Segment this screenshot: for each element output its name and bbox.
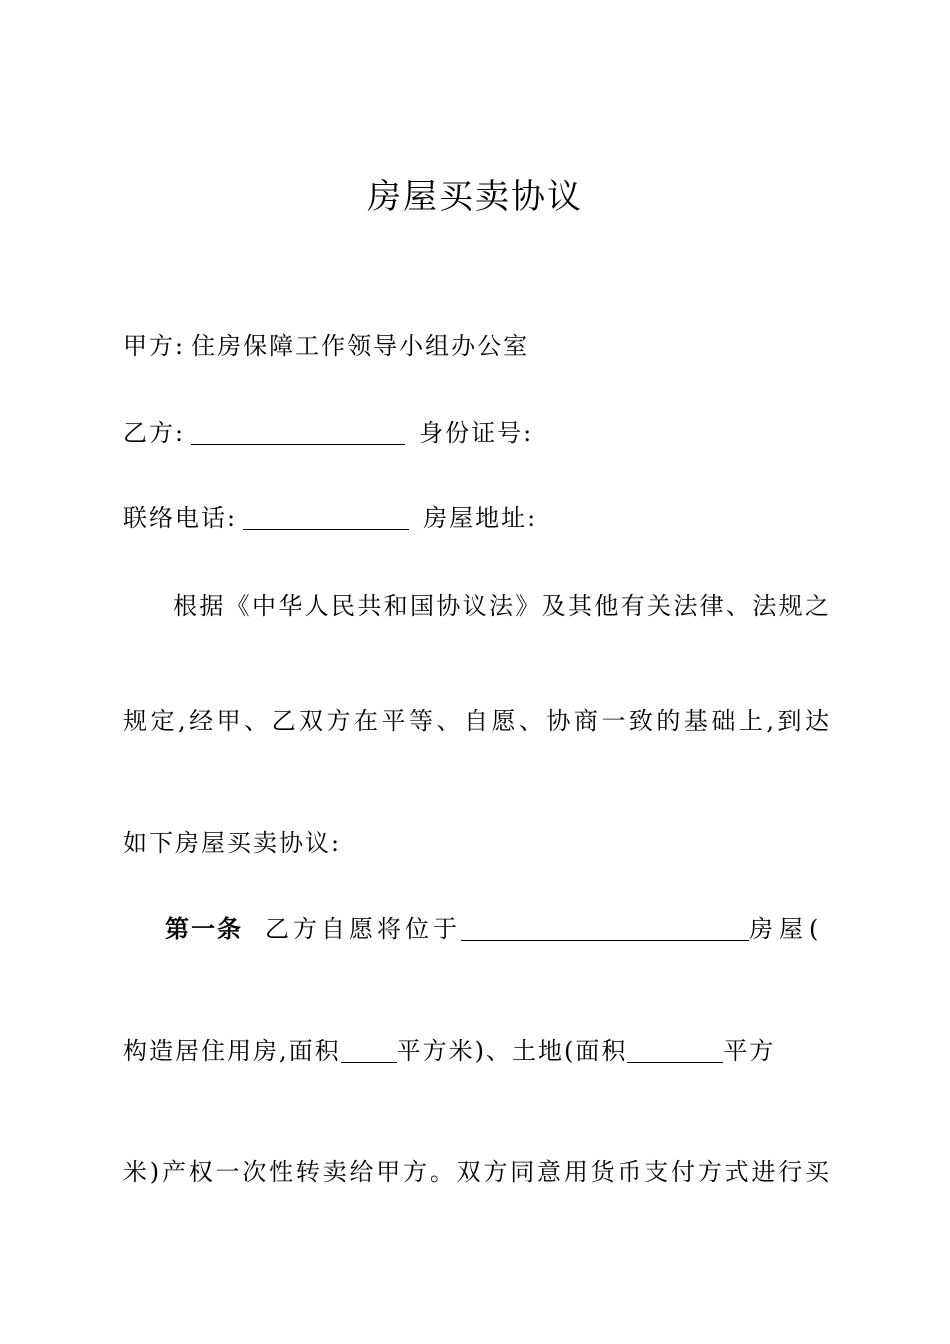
article-1-line-1 [165,911,831,947]
phone-label: 联络电话: [123,504,238,532]
party-a-line [123,328,833,364]
article-1-line-3: 米)产权一次性转卖给甲方。双方同意用货币支付方式进行买 [123,1158,831,1186]
preamble-line-1: 根据《中华人民共和国协议法》及其他有关法律、法规之 [173,592,831,620]
party-a-label: 甲方: [123,332,186,360]
party-b-id-label: 身份证号: [419,419,534,447]
party-b-name-blank[interactable] [191,418,405,445]
article-1-line-2-b: 平方米)、土地(面积 [396,1037,628,1065]
preamble-line-2: 规定,经甲、乙双方在平等、自愿、协商一致的基础上,到达 [123,707,831,735]
party-b-label: 乙方: [123,419,186,447]
party-b-line [123,415,833,451]
address-label: 房屋地址: [423,504,538,532]
article-1-line-2-c: 平方 [723,1037,776,1065]
article-1-location-blank[interactable] [461,914,749,941]
party-a-value: 住房保障工作领导小组办公室 [191,332,530,360]
land-area-blank[interactable] [627,1036,723,1063]
article-1-line-2-a: 构造居住用房,面积 [123,1037,341,1065]
article-1-text-a: 乙方自愿将位于 [265,915,461,943]
phone-blank[interactable] [243,503,409,530]
contact-line [123,500,833,536]
document-title: 房屋买卖协议 [367,177,583,217]
article-1-text-b: 房屋( [749,915,825,943]
preamble-line-3: 如下房屋买卖协议: [123,829,342,857]
article-1-line-2 [123,1033,831,1069]
article-1-heading: 第一条 [165,914,243,943]
house-area-blank[interactable] [341,1036,397,1063]
